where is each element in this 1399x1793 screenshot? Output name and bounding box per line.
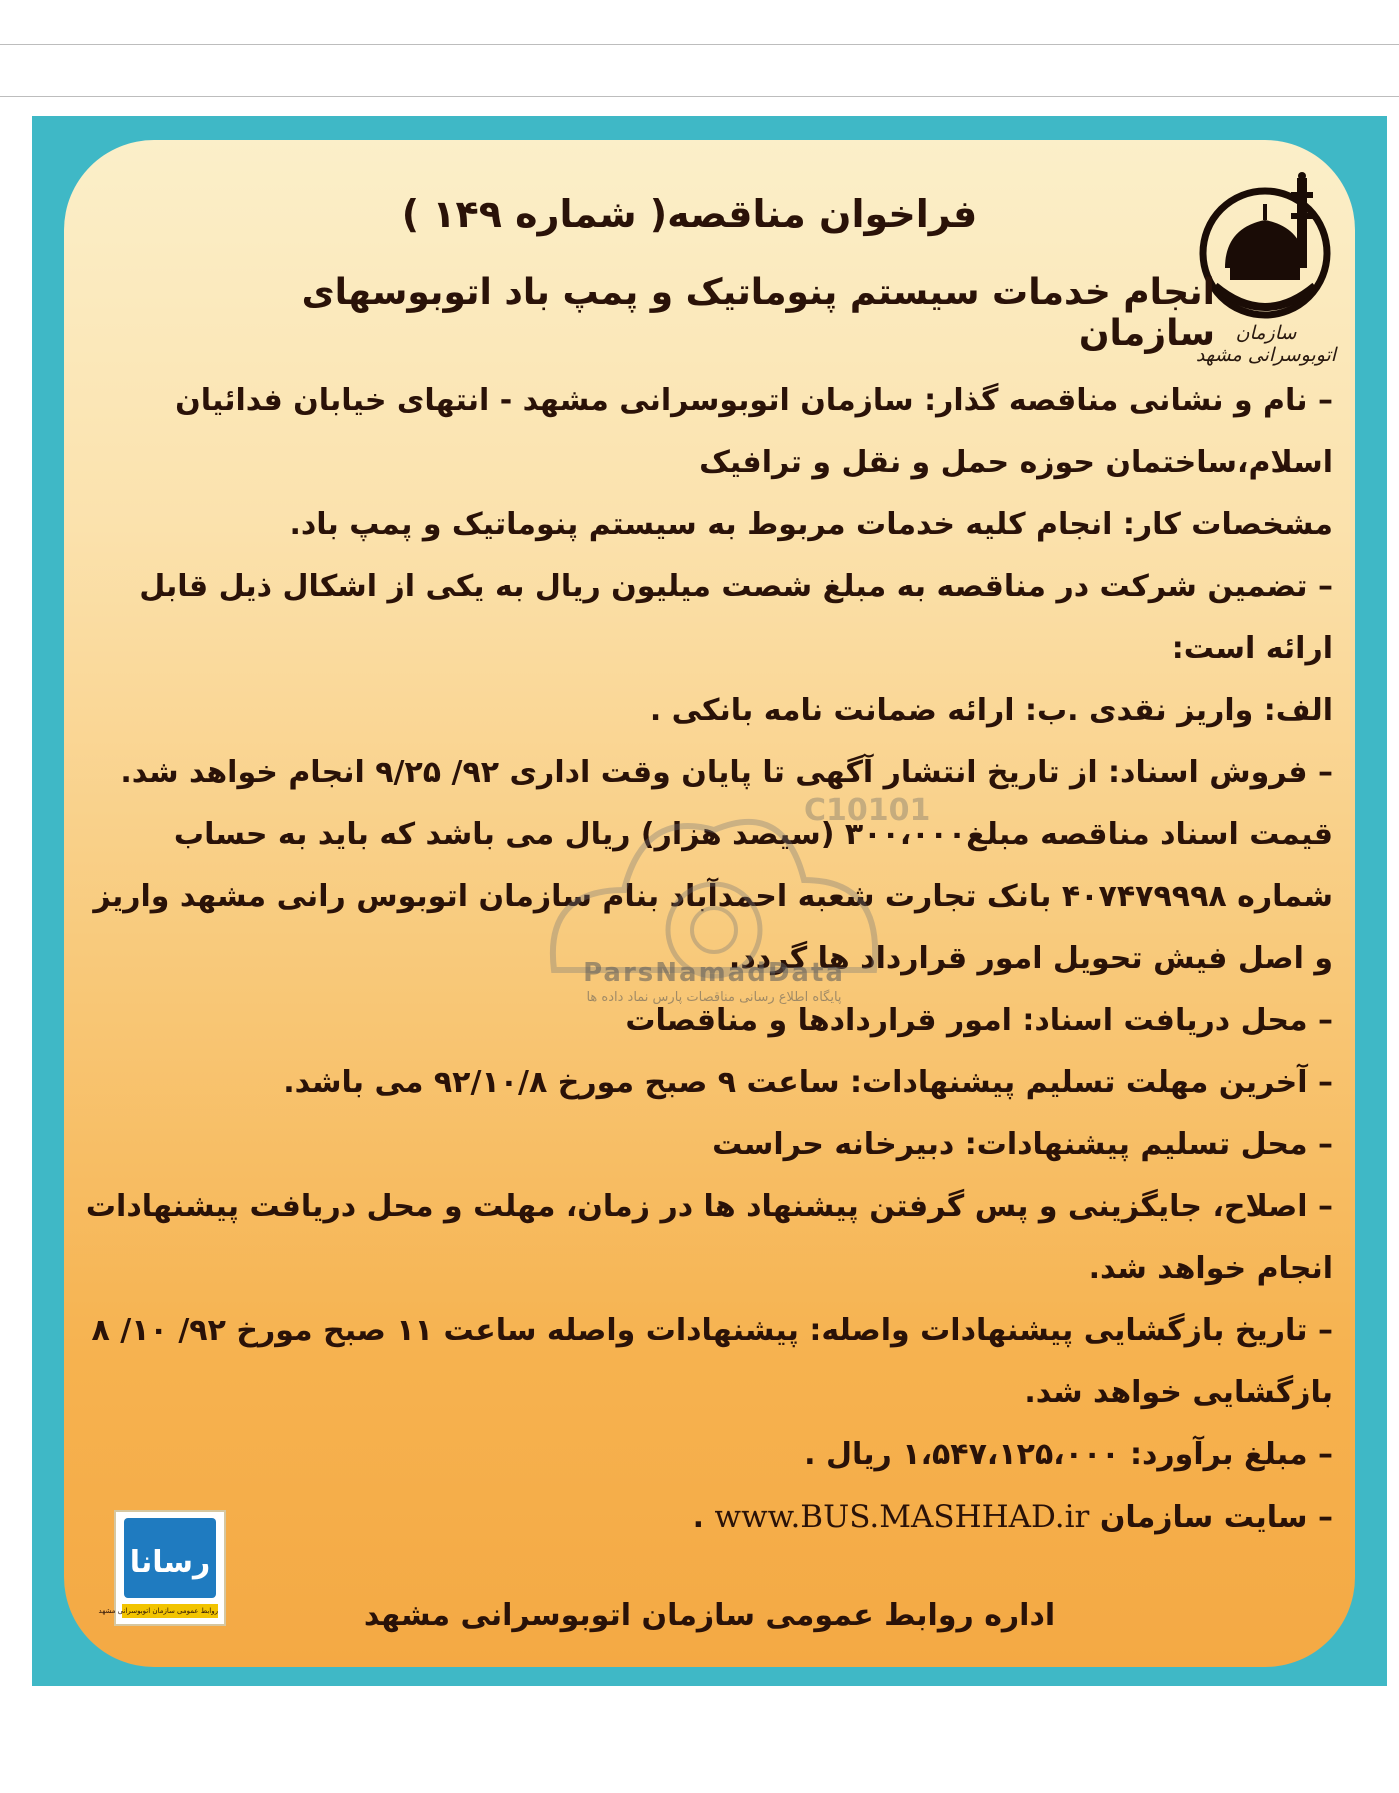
- badge-strip: روابط عمومی سازمان اتوبوسرانی مشهد: [122, 1604, 218, 1618]
- page-subtitle: انجام خدمات سیستم پنوماتیک و پمپ باد اتوبوسهای سازمان: [301, 272, 1215, 354]
- opening-date: – تاریخ بازگشایی پیشنهادات واصله: پیشنهادات واصله ساعت ۱۱ صبح مورخ ۹۲/ ۱۰/ ۸ بازگشایی خواهد شد.: [91, 1313, 1333, 1410]
- submission-location: – محل تسلیم پیشنهادات: دبیرخانه حراست: [712, 1127, 1333, 1162]
- ad-frame: [32, 116, 1387, 1686]
- top-rule: [0, 44, 1399, 45]
- document-sales: – فروش اسناد: از تاریخ انتشار آگهی تا پایان وقت اداری ۹۲/ ۹/۲۵ انجام خواهد شد. قیمت اسناد مناقصه مبلغ۳۰۰،۰۰۰ (سیصد هزار) ریال می باشد که باید به حساب شماره ۴۰۷۴۷۹۹۹۸ بانک تجارت شعبه احمدآباد بنام سازمان اتوبوس رانی مشهد واریز و اصل فیش تحویل امور قرارداد ها گردد.: [93, 755, 1333, 976]
- watermark-subtext: پایگاه اطلاع رسانی مناقصات پارس نماد داده ها: [586, 990, 842, 1005]
- guarantee-forms: الف: واریز نقدی .ب: ارائه ضمانت نامه بانکی .: [649, 693, 1333, 728]
- website-label: – سایت سازمان: [1099, 1500, 1333, 1535]
- badge-text: رسانا: [129, 1545, 211, 1580]
- ad-paper: [64, 140, 1355, 1667]
- amendment-note: – اصلاح، جایگزینی و پس گرفتن پیشنهاد ها در زمان، مهلت و محل دریافت پیشنهادات انجام خواهد شد.: [85, 1189, 1333, 1286]
- watermark-text: ParsNamadData: [583, 958, 845, 988]
- website-url[interactable]: www.BUS.MASHHAD.ir: [714, 1499, 1090, 1535]
- watermark-code: C10101: [804, 793, 931, 828]
- bid-guarantee: – تضمین شرکت در مناقصه به مبلغ شصت میلیون ریال به یکی از اشکال ذیل قابل ارائه است:: [139, 569, 1333, 666]
- page-title: فراخوان مناقصه( شماره ۱۴۹ ): [401, 192, 978, 236]
- rasana-badge: [98, 1510, 226, 1626]
- footer-signature: اداره روابط عمومی سازمان اتوبوسرانی مشهد: [363, 1598, 1056, 1633]
- estimated-amount: – مبلغ برآورد: ۱،۵۴۷،۱۲۵،۰۰۰ ریال .: [804, 1437, 1333, 1472]
- website-end: .: [692, 1500, 705, 1535]
- organizer-address: – نام و نشانی مناقصه گذار: سازمان اتوبوسرانی مشهد - انتهای خیابان فدائیان اسلام،ساختمان حوزه حمل و نقل و ترافیک: [175, 383, 1333, 480]
- work-specification: مشخصات کار: انجام کلیه خدمات مربوط به سیستم پنوماتیک و پمپ باد.: [289, 507, 1333, 542]
- rasana-logo-icon: [124, 1518, 216, 1598]
- organization-website: [84, 1486, 1333, 1549]
- submission-deadline: – آخرین مهلت تسلیم پیشنهادات: ساعت ۹ صبح مورخ ۹۲/۱۰/۸ می باشد.: [283, 1065, 1333, 1100]
- second-rule: [0, 96, 1399, 97]
- document-pickup-location: – محل دریافت اسناد: امور قراردادها و مناقصات: [625, 1003, 1333, 1038]
- logo-caption: سازمان اتوبوسرانی مشهد: [1195, 322, 1337, 366]
